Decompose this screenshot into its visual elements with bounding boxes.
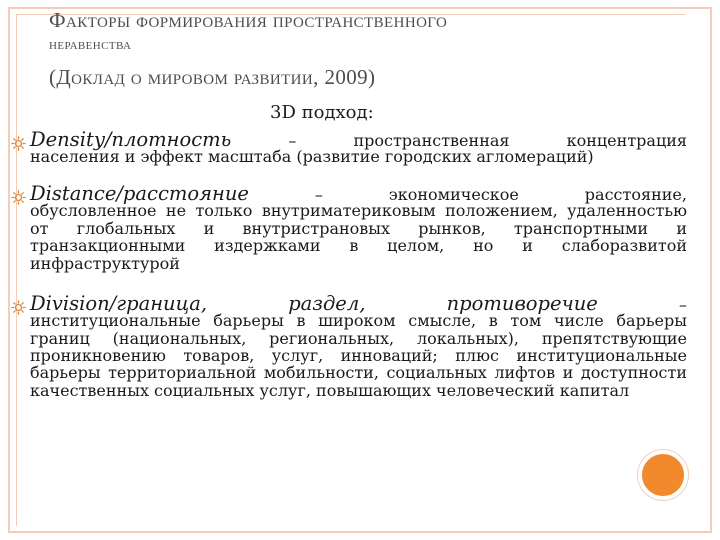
bullet-dash: – <box>288 131 297 150</box>
bullet-dash: – <box>314 185 323 204</box>
bullet-dash: – <box>678 295 687 314</box>
bullet-text: населения и эффект масштаба (развитие городских агломераций) <box>30 147 594 167</box>
title-line-2: неравенства <box>49 37 132 53</box>
slide-title <box>49 8 669 89</box>
bullet-head-word: пространственная <box>353 131 510 150</box>
bullet-term: Density/плотность <box>30 128 232 151</box>
slide-subtitle: 3D подход: <box>270 102 374 123</box>
bullet-text: обусловленное не только внутриматериковым положением, удаленностью от глобальных и внутристрановых рынков, транспортными и транзакционными издержками в целом, но и слаборазвитой инфраструктурой <box>30 201 687 273</box>
bullet-term: Division/граница, <box>30 292 208 315</box>
bullet-density <box>4 128 687 167</box>
sun-bullet-icon <box>11 300 26 315</box>
bullet-term: противоречие <box>446 292 598 315</box>
bullet-head-word: расстояние, <box>584 185 687 204</box>
sun-bullet-icon <box>11 190 26 205</box>
sun-bullet-icon <box>11 136 26 151</box>
bullet-head-word: концентрация <box>566 131 687 150</box>
bullet-division <box>4 292 687 400</box>
bullet-term: Distance/расстояние <box>30 182 249 205</box>
bullet-distance <box>4 182 687 273</box>
title-line-1: Факторы формирования пространственного <box>49 8 448 32</box>
title-line-3: (Доклад о мировом развитии, 2009) <box>49 65 376 89</box>
bullet-term: раздел, <box>288 292 366 315</box>
bullet-head-word: экономическое <box>388 185 519 204</box>
bullet-text: институциональные барьеры в широком смысле, в том числе барьеры границ (национальных, региональных, локальных), препятствующие проникновению товаров, услуг, инноваций; плюс институциональные барьеры территориальной мобильности, социальных лифтов и доступности качественных социальных услуг, повышающих человеческий капитал <box>30 311 687 400</box>
decorative-circle <box>638 450 688 500</box>
